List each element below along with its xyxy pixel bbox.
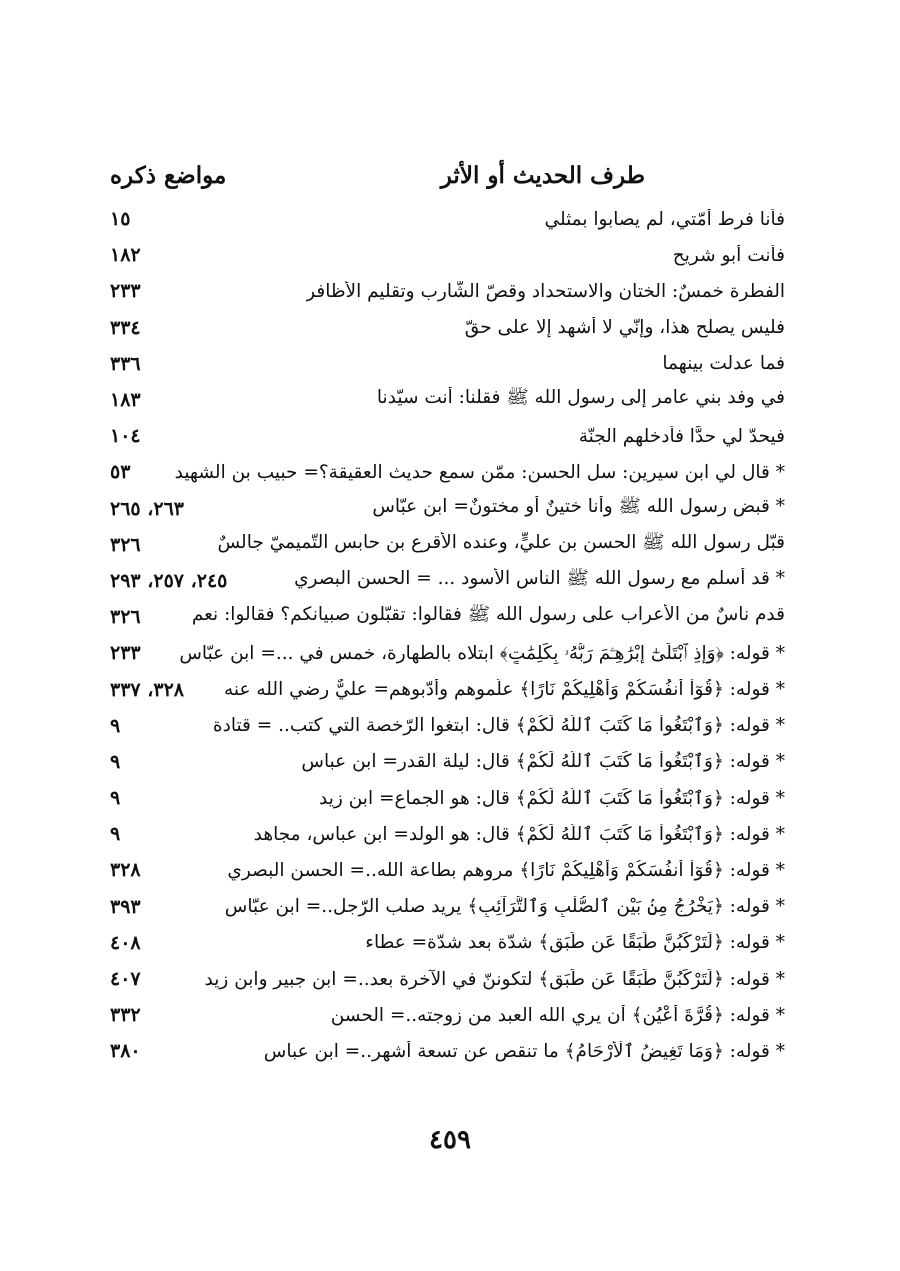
entry-refs: ٢٣٣ [110, 280, 141, 303]
entry-text: فليس يصلح هذا، وإنّي لا أشهد إلا على حقّ [464, 317, 785, 339]
index-entry [110, 997, 785, 1033]
index-entry [110, 237, 785, 273]
index-entry [110, 273, 785, 309]
entry-text: * قبض رسول الله ﷺ وأنا ختينٌ أو مختونٌ= ابن عبّاس [372, 495, 785, 517]
index-entry [110, 201, 785, 237]
entry-refs: ٤٠٨ [110, 931, 141, 954]
index-entry [110, 961, 785, 997]
entry-text: * قد أسلم مع رسول الله ﷺ الناس الأسود ... = الحسن البصري [294, 567, 785, 589]
entry-refs: ٩ [110, 750, 121, 773]
index-page [110, 155, 785, 1070]
entry-refs: ٢٤٥، ٢٥٧، ٢٩٣ [110, 569, 228, 592]
table-header [110, 155, 785, 195]
entry-refs: ٣٢٦ [110, 533, 141, 556]
hadith-column-header: طرف الحديث أو الأثر [440, 161, 645, 189]
index-entry [110, 744, 785, 780]
entry-refs: ٢٣٣ [110, 642, 141, 665]
index-entry [110, 1033, 785, 1069]
entry-text: * قوله: ﴿وَإِذِ ٱبْتَلَىٰٓ إِبْرَٰهِـۧمَ رَبُّهُۥ بِكَلِمَٰتٍ﴾ ابتلاه بالطهارة، خمس في ...= ابن عبّاس [179, 642, 785, 664]
entry-refs: ٣٣٢ [110, 1004, 141, 1027]
entry-refs: ٣٢٨، ٣٣٧ [110, 678, 184, 701]
entry-refs: ٣٢٦ [110, 606, 141, 629]
entry-refs: ٣٨٠ [110, 1040, 141, 1063]
index-entry [110, 346, 785, 382]
entry-text: * قوله: ﴿وَٱبْتَغُواْ مَا كَتَبَ ٱللَّهُ لَكُمْ﴾ قال: هو الجماع= ابن زيد [319, 787, 785, 809]
entry-text: * قوله: ﴿وَٱبْتَغُواْ مَا كَتَبَ ٱللَّهُ لَكُمْ﴾ قال: ابتغوا الرّخصة التي كتب.. = قتادة [212, 715, 785, 737]
entry-text: قدم ناسٌ من الأعراب على رسول الله ﷺ فقالوا: تقبّلون صبيانكم؟ فقالوا: نعم [191, 604, 785, 626]
index-entry [110, 491, 785, 527]
entry-text: الفطرة خمسٌ: الختان والاستحداد وقصّ الشّارب وتقليم الأظافر [306, 280, 785, 302]
entry-text: * قوله: ﴿يَخْرُجُ مِنۢ بَيْنِ ٱلصُّلْبِ وَٱلتَّرَآئِبِ﴾ يريد صلب الرّجل..= ابن عبّاس [224, 896, 785, 918]
index-entry [110, 310, 785, 346]
entry-text: * قوله: ﴿وَٱبْتَغُواْ مَا كَتَبَ ٱللَّهُ لَكُمْ﴾ قال: ليلة القدر= ابن عباس [301, 751, 785, 773]
entry-refs: ٩ [110, 823, 121, 846]
entry-text: قبّل رسول الله ﷺ الحسن بن عليٍّ، وعنده الأقرع بن حابس التّميميّ جالسٌ [217, 531, 785, 553]
entry-text: * قوله: ﴿وَٱبْتَغُواْ مَا كَتَبَ ٱللَّهُ لَكُمْ﴾ قال: هو الولد= ابن عباس، مجاهد [253, 823, 785, 845]
entry-refs: ٤٠٧ [110, 968, 141, 991]
entry-refs: ٩ [110, 714, 121, 737]
entry-refs: ١٥ [110, 208, 131, 231]
entry-text: فيحدّ لي حدًّا فأدخلهم الجنّة [578, 425, 785, 447]
entry-text: * قوله: ﴿لَتَرْكَبُنَّ طَبَقًا عَن طَبَقٍ﴾ لتكوننّ في الآخرة بعد..= ابن جبير وابن زيد [204, 968, 785, 990]
entry-text: فأنت أبو شريح [672, 244, 785, 266]
entry-refs: ٣٣٤ [110, 316, 141, 339]
index-entry [110, 563, 785, 599]
page-number: ٤٥٩ [429, 1125, 471, 1155]
entry-text: * قال لي ابن سيرين: سل الحسن: ممّن سمع حديث العقيقة؟= حبيب بن الشهيد [174, 461, 785, 483]
refs-column-header: مواضع ذكره [110, 161, 227, 189]
entry-refs: ٩ [110, 787, 121, 810]
index-entry [110, 599, 785, 635]
entry-refs: ٣٩٣ [110, 895, 141, 918]
entry-text: * قوله: ﴿وَمَا تَغِيضُ ٱلْأَرْحَامُ﴾ ما تنقص عن تسعة أشهر..= ابن عباس [263, 1040, 785, 1062]
index-entry [110, 925, 785, 961]
entry-refs: ١٠٤ [110, 425, 141, 448]
index-entry [110, 780, 785, 816]
entry-text: * قوله: ﴿قُوٓاْ أَنفُسَكُمْ وَأَهْلِيكُمْ نَارًا﴾ علّموهم وأدّبوهم= عليٌّ رضي الله عنه [223, 679, 785, 701]
entry-text: * قوله: ﴿قُوٓاْ أَنفُسَكُمْ وَأَهْلِيكُمْ نَارًا﴾ مروهم بطاعة الله..= الحسن البصري [227, 859, 785, 881]
index-entry [110, 708, 785, 744]
entry-text: فما عدلت بينهما [662, 353, 785, 375]
entry-refs: ٥٣ [110, 461, 131, 484]
index-entry [110, 527, 785, 563]
entry-text: * قوله: ﴿قُرَّةَ أَعْيُنٍ﴾ أن يري الله العبد من زوجته..= الحسن [330, 1004, 785, 1026]
entry-text: فأنا فرط أمّتي، لم يصابوا بمثلي [544, 208, 785, 230]
index-entry [110, 889, 785, 925]
entry-refs: ٣٢٨ [110, 859, 141, 882]
entry-refs: ١٨٢ [110, 244, 141, 267]
entry-refs: ١٨٣ [110, 389, 141, 412]
index-entry [110, 382, 785, 418]
entry-text: في وفد بني عامر إلى رسول الله ﷺ فقلنا: أنت سيّدنا [376, 387, 785, 409]
index-entry [110, 418, 785, 454]
entry-refs: ٢٦٣، ٢٦٥ [110, 497, 184, 520]
index-entry [110, 852, 785, 888]
index-entries [110, 201, 785, 1070]
index-entry [110, 454, 785, 490]
index-entry [110, 671, 785, 707]
entry-text: * قوله: ﴿لَتَرْكَبُنَّ طَبَقًا عَن طَبَقٍ﴾ شدّة بعد شدّة= عطاء [365, 932, 785, 954]
entry-refs: ٣٣٦ [110, 352, 141, 375]
index-entry [110, 816, 785, 852]
index-entry [110, 635, 785, 671]
